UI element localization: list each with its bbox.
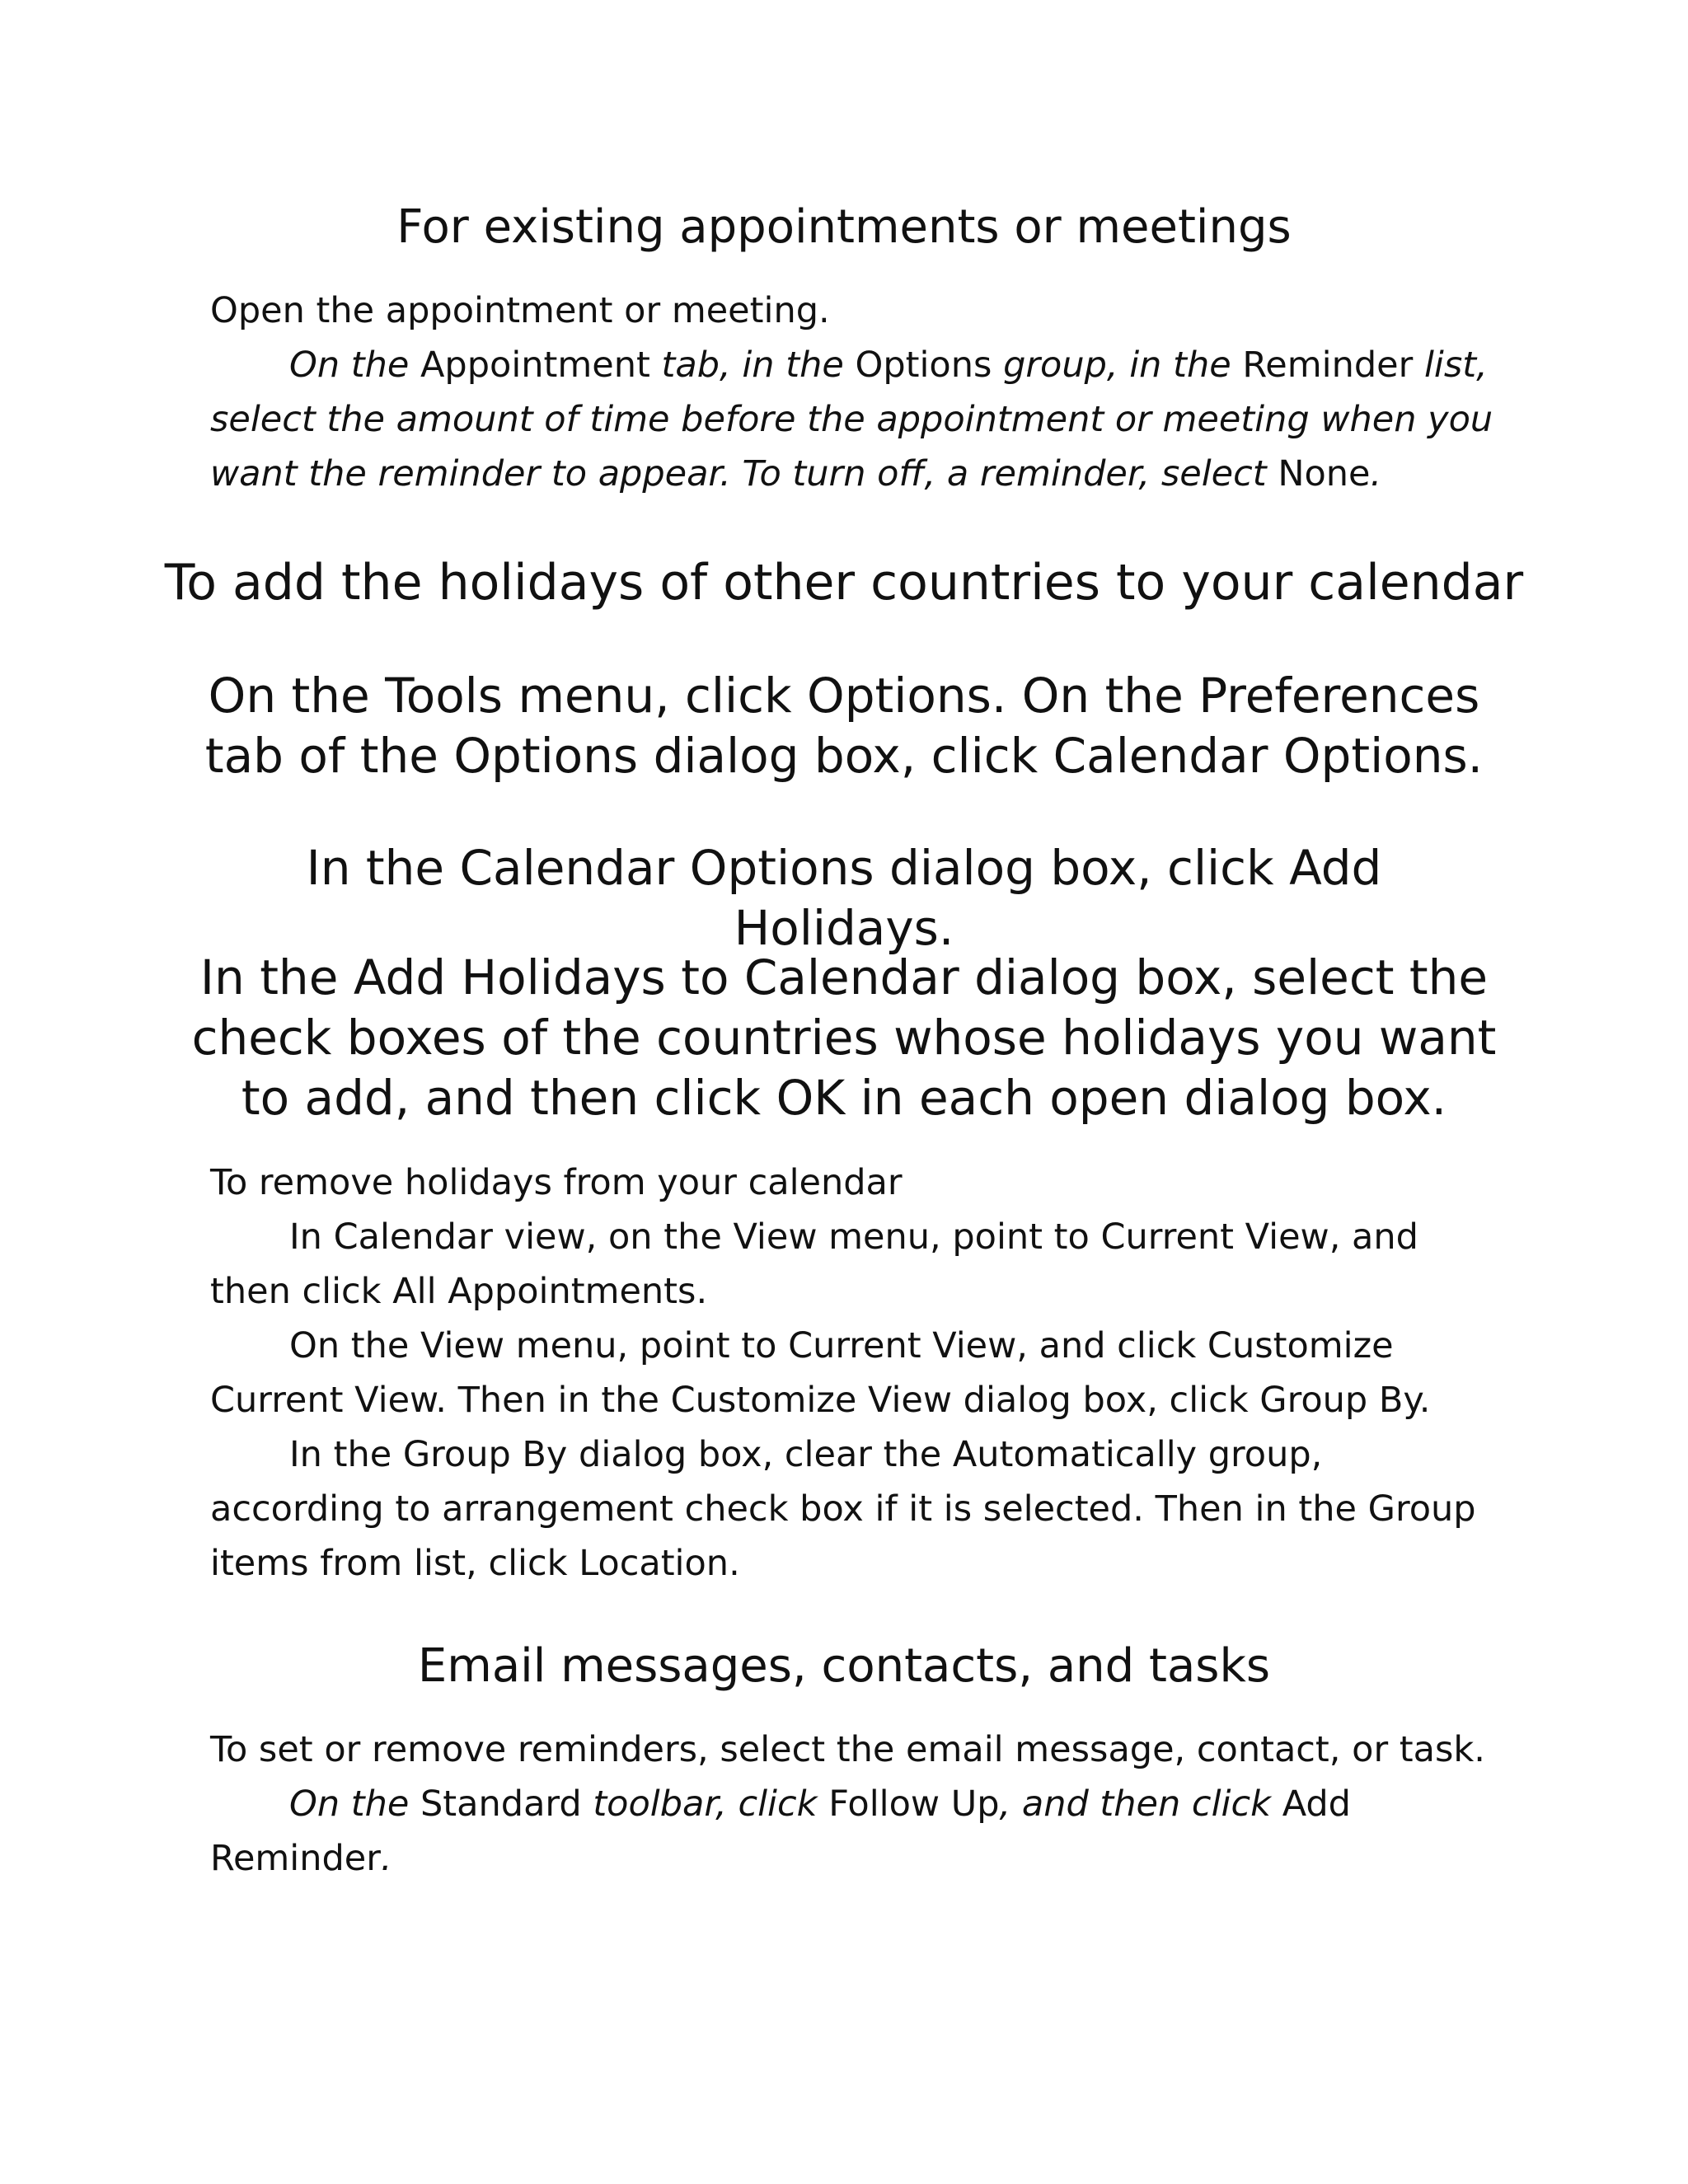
step-open-calendar-options: On the Tools menu, click Options. On the Preferences tab of the Options dialog box, click Calendar Options. (204, 668, 1484, 784)
ui-term-options: Options (855, 344, 992, 386)
ui-term-appointment: Appointment (420, 344, 650, 386)
step-click-add-holidays: In the Calendar Options dialog box, click Add Holidays. (306, 840, 1382, 956)
text-italic: group, in the (1003, 344, 1231, 386)
step-customize-view: On the View menu, point to Current View, and click Customize Current View. Then in the Customize View dialog box, click Group By. (210, 1325, 1431, 1421)
text-italic: , and then click (999, 1783, 1272, 1825)
text-italic: On the (289, 344, 410, 386)
section-heading-add-holidays: To add the holidays of other countries to your calendar (164, 554, 1524, 612)
step-set-reminder-time (210, 338, 1496, 501)
step-all-appointments: In Calendar view, on the View menu, point to Current View, and then click All Appointments. (210, 1216, 1418, 1312)
step-group-by-location: In the Group By dialog box, clear the Automatically group, according to arrangement check box if it is selected. Then in the Group items from list, click Location. (210, 1434, 1476, 1584)
step-open-appointment: Open the appointment or meeting. (210, 290, 830, 331)
ui-term-none: None (1278, 453, 1371, 494)
text-italic: tab, in the (661, 344, 844, 386)
ui-term-follow-up: Follow Up (828, 1783, 1000, 1825)
text-italic: On the (289, 1783, 410, 1825)
text-italic: . (380, 1838, 392, 1879)
text-italic: toolbar, click (593, 1783, 818, 1825)
ui-term-reminder: Reminder (1242, 344, 1414, 386)
ui-term-standard: Standard (420, 1783, 582, 1825)
section-heading-email-contacts-tasks: Email messages, contacts, and tasks (417, 1639, 1271, 1693)
step-select-countries: In the Add Holidays to Calendar dialog box, select the check boxes of the countries whose holidays you want to add, and then click OK in each open dialog box. (191, 949, 1497, 1126)
step-add-reminder (210, 1777, 1496, 1886)
text-italic: . (1370, 453, 1382, 494)
section-heading-existing-appointments: For existing appointments or meetings (396, 200, 1292, 254)
remove-holidays-intro: To remove holidays from your calendar (210, 1162, 903, 1203)
ui-term-add-reminder: Add Reminder (210, 1783, 1351, 1879)
text-italic: list, select the amount of time before the appointment or meeting when you want the reminder to appear. To turn off, a reminder, select (210, 344, 1493, 494)
step-select-item: To set or remove reminders, select the email message, contact, or task. (210, 1729, 1485, 1770)
